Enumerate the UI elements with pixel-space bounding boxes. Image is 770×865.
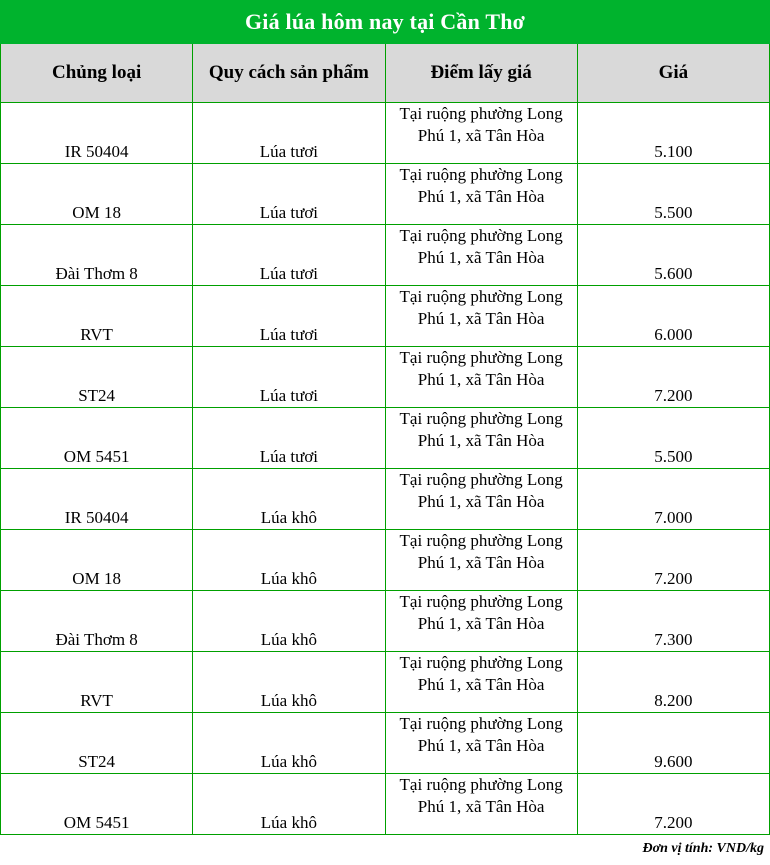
table-row	[1, 164, 770, 225]
cell-spec: Lúa tươi	[193, 286, 385, 347]
table-row	[1, 103, 770, 164]
cell-price: 9.600	[577, 713, 769, 774]
cell-place: Tại ruộng phường Long Phú 1, xã Tân Hòa	[385, 408, 577, 469]
table-head	[1, 1, 770, 103]
page-title: Giá lúa hôm nay tại Cần Thơ	[1, 1, 770, 44]
unit-footnote: Đơn vị tính: VND/kg	[642, 841, 764, 856]
cell-price: 7.200	[577, 774, 769, 835]
cell-spec: Lúa tươi	[193, 225, 385, 286]
table-row	[1, 408, 770, 469]
cell-type: ST24	[1, 713, 193, 774]
cell-spec: Lúa khô	[193, 713, 385, 774]
cell-price: 5.600	[577, 225, 769, 286]
cell-price: 5.500	[577, 408, 769, 469]
table-row	[1, 530, 770, 591]
cell-spec: Lúa tươi	[193, 347, 385, 408]
cell-type: OM 5451	[1, 774, 193, 835]
cell-price: 7.000	[577, 469, 769, 530]
table-row	[1, 652, 770, 713]
cell-type: OM 18	[1, 530, 193, 591]
cell-type: Đài Thơm 8	[1, 591, 193, 652]
cell-price: 8.200	[577, 652, 769, 713]
cell-type: IR 50404	[1, 469, 193, 530]
title-row	[1, 1, 770, 44]
cell-spec: Lúa khô	[193, 591, 385, 652]
column-header-spec: Quy cách sản phẩm	[193, 44, 385, 103]
cell-spec: Lúa tươi	[193, 164, 385, 225]
cell-place: Tại ruộng phường Long Phú 1, xã Tân Hòa	[385, 286, 577, 347]
cell-place: Tại ruộng phường Long Phú 1, xã Tân Hòa	[385, 774, 577, 835]
table-row	[1, 347, 770, 408]
cell-type: IR 50404	[1, 103, 193, 164]
table-row	[1, 713, 770, 774]
table-body	[1, 103, 770, 835]
cell-price: 7.300	[577, 591, 769, 652]
cell-place: Tại ruộng phường Long Phú 1, xã Tân Hòa	[385, 103, 577, 164]
cell-place: Tại ruộng phường Long Phú 1, xã Tân Hòa	[385, 530, 577, 591]
cell-place: Tại ruộng phường Long Phú 1, xã Tân Hòa	[385, 652, 577, 713]
cell-type: OM 18	[1, 164, 193, 225]
cell-place: Tại ruộng phường Long Phú 1, xã Tân Hòa	[385, 164, 577, 225]
cell-spec: Lúa tươi	[193, 408, 385, 469]
table-row	[1, 225, 770, 286]
cell-type: RVT	[1, 286, 193, 347]
column-header-type: Chủng loại	[1, 44, 193, 103]
column-header-price: Giá	[577, 44, 769, 103]
cell-place: Tại ruộng phường Long Phú 1, xã Tân Hòa	[385, 469, 577, 530]
cell-price: 6.000	[577, 286, 769, 347]
cell-type: Đài Thơm 8	[1, 225, 193, 286]
cell-price: 5.100	[577, 103, 769, 164]
table-row	[1, 591, 770, 652]
cell-type: OM 5451	[1, 408, 193, 469]
cell-type: ST24	[1, 347, 193, 408]
table-row	[1, 469, 770, 530]
cell-type: RVT	[1, 652, 193, 713]
column-header-place: Điểm lấy giá	[385, 44, 577, 103]
cell-spec: Lúa khô	[193, 469, 385, 530]
cell-place: Tại ruộng phường Long Phú 1, xã Tân Hòa	[385, 591, 577, 652]
cell-spec: Lúa khô	[193, 530, 385, 591]
table-row	[1, 774, 770, 835]
cell-spec: Lúa khô	[193, 652, 385, 713]
cell-place: Tại ruộng phường Long Phú 1, xã Tân Hòa	[385, 713, 577, 774]
cell-spec: Lúa tươi	[193, 103, 385, 164]
cell-place: Tại ruộng phường Long Phú 1, xã Tân Hòa	[385, 225, 577, 286]
cell-place: Tại ruộng phường Long Phú 1, xã Tân Hòa	[385, 347, 577, 408]
header-row	[1, 44, 770, 103]
table-row	[1, 286, 770, 347]
cell-price: 7.200	[577, 347, 769, 408]
cell-spec: Lúa khô	[193, 774, 385, 835]
cell-price: 7.200	[577, 530, 769, 591]
cell-price: 5.500	[577, 164, 769, 225]
